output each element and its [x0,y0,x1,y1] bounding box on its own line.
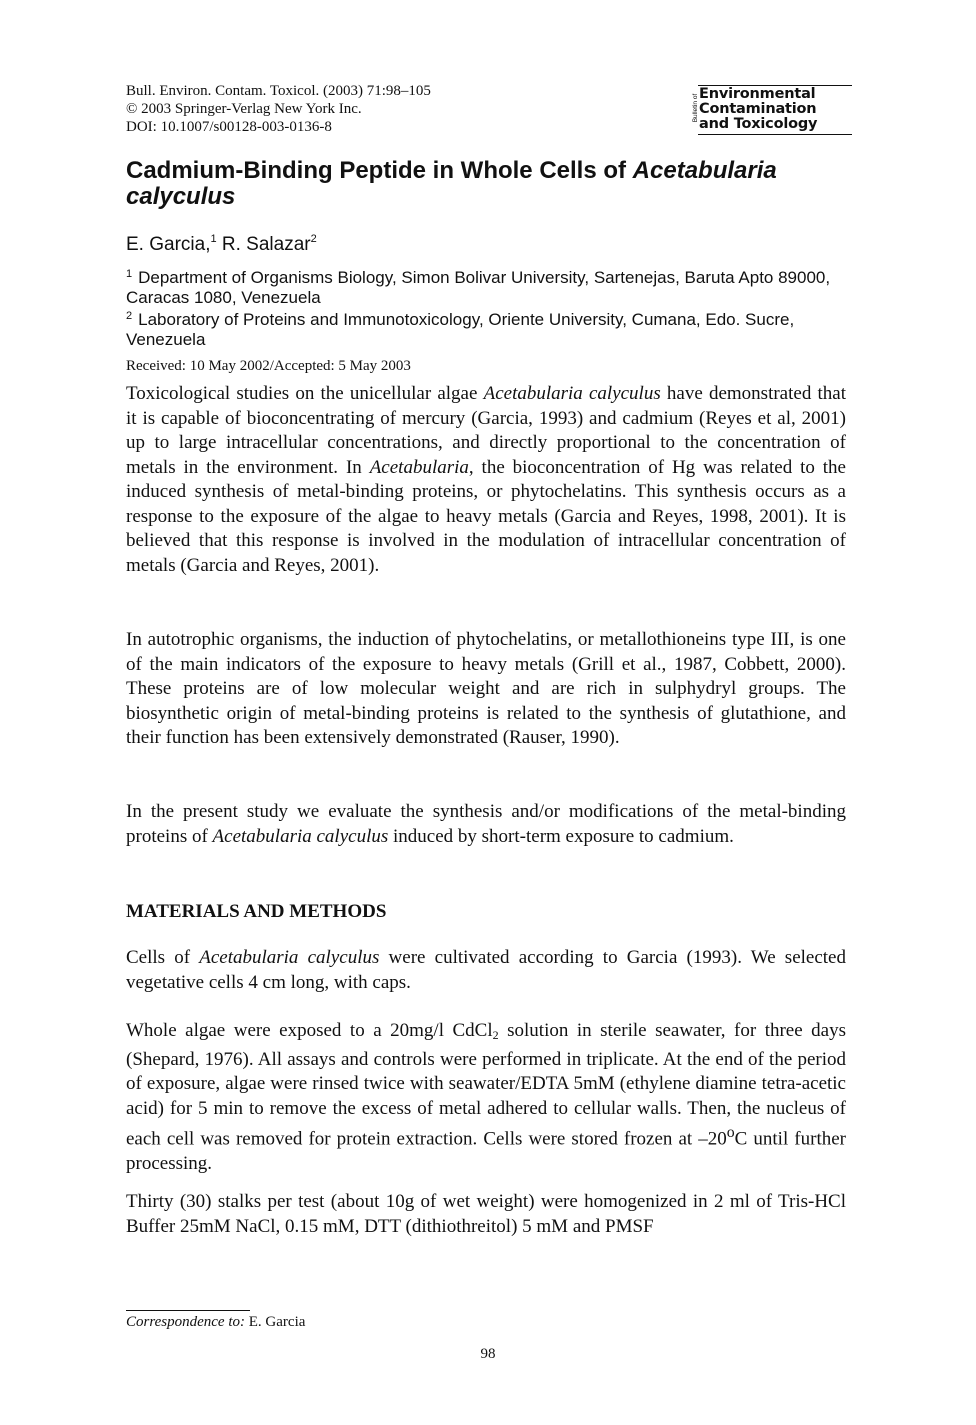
affiliation-2-marker: 2 [126,310,133,322]
citation-copyright: © 2003 Springer-Verlag New York Inc. [126,101,362,117]
p1-genus: Acetabularia [369,456,469,478]
paragraph-present-study [126,800,846,849]
paragraph-cultivation [126,946,846,995]
footnote-divider [126,1310,250,1311]
p5-degree: o [726,1124,735,1141]
article-title [126,158,846,210]
affiliations [126,265,856,349]
p3-text-c: induced by short-term exposure to cadmium. [388,825,734,847]
affiliation-1-marker: 1 [126,268,133,280]
p3-species: Acetabularia calyculus [212,825,389,847]
paragraph-intro [126,382,846,578]
p5-text-a: Whole algae were exposed to a 20mg/l CdCl [126,1020,493,1041]
citation-block [126,82,431,136]
section-heading-methods: MATERIALS AND METHODS [126,901,387,922]
p4-species: Acetabularia calyculus [199,947,380,968]
logo-line-contamination: Contamination [699,101,817,117]
p1-text-a: Toxicological studies on the unicellular algae [126,383,484,404]
p4-text-a: Cells of [126,947,200,968]
footnote-label: Correspondence to: [126,1314,246,1330]
paragraph-phytochelatins: In autotrophic organisms, the induction of phytochelatins, or metallothioneins type III, is one of the main indicators of the exposure to heavy metals (Grill et al., 1987, Cobbett, 2000). These proteins are of low molecular weight and are rich in sulphydryl groups. The biosynthetic origin of metal-binding proteins is related to the synthesis of glutathione, and their function has been extensively demonstrated (Rauser, 1990). [126,629,846,748]
author-salazar: R. Salazar [216,234,311,255]
citation-doi: DOI: 10.1007/s00128-003-0136-8 [126,119,332,135]
paragraph-homogenization: Thirty (30) stalks per test (about 10g of wet weight) were homogenized in 2 ml of Tris-HCl Buffer 25mM NaCl, 0.15 mM, DTT (dithiothreitol) 5 mM and PMSF [126,1191,846,1237]
title-text: Cadmium-Binding Peptide in Whole Cells of [126,157,633,184]
affiliation-1-text: Department of Organisms Biology, Simon Bolivar University, Sartenejas, Baruta Apto 89000, Caracas 1080, Venezuela [126,268,831,307]
paragraph-exposure [126,1019,846,1176]
p4-text-c: were cultivated according to Garcia (1993). We selected vegetative cells 4 cm long, with caps. [126,947,846,993]
title-species: Acetabularia calyculus [126,157,777,210]
author-salazar-affil: 2 [310,233,317,245]
page-number: 98 [480,1346,496,1362]
author-garcia: E. Garcia, [126,234,211,255]
logo-line-environmental: Environmental [699,86,816,102]
correspondence-footnote [126,1313,305,1331]
p5-text-b: solution in sterile seawater, for three days (Shepard, 1976). All assays and controls were performed in triplicate. At the end of the period of exposure, algae were rinsed twice with seawater/EDTA 5mM (ethylene diamine tetra-acetic acid) for 5 min to remove the excess of metal adhered to cellular walls. Then, the nucleus of each cell was removed for protein extraction. Cells were stored frozen at –20 [126,1020,846,1150]
citation-journal: Bull. Environ. Contam. Toxicol. (2003) 71:98–105 [126,83,431,99]
p5-subscript: 2 [492,1028,499,1042]
affiliation-1 [126,265,856,307]
author-garcia-affil: 1 [210,233,217,245]
p5-text-c: C until further processing. [126,1128,846,1174]
p1-text-c: have demonstrated that it is capable of bioconcentrating of mercury (Garcia, 1993) and cadmium (Reyes et al, 2001) up to large intracellular concentrations, and directly proportional to the concentration of metals in the environment. In [126,383,846,478]
author-list [126,228,317,256]
logo-line-toxicology: and Toxicology [699,116,818,132]
logo-bulletin-of: Bulletin of [692,93,699,123]
p1-text-e: , the bioconcentration of Hg was related to the induced synthesis of metal-binding proteins, or phytochelatins. This synthesis occurs as a response to the exposure of the algae to heavy metals (Garcia and Reyes, 1998, 2001). It is believed that this response is involved in the modulation of intracellular concentration of metals (Garcia and Reyes, 2001). [126,456,846,576]
logo-bottom-rule [698,134,852,135]
p3-text-a: In the present study we evaluate the synthesis and/or modifications of the metal-binding proteins of [126,801,846,847]
affiliation-2-text: Laboratory of Proteins and Immunotoxicology, Oriente University, Cumana, Edo. Sucre, Venezuela [126,310,795,349]
affiliation-2 [126,307,856,349]
journal-logo [688,84,852,136]
p1-species: Acetabularia calyculus [483,383,661,404]
received-dates: Received: 10 May 2002/Accepted: 5 May 2003 [126,358,411,374]
footnote-name: E. Garcia [245,1314,306,1330]
